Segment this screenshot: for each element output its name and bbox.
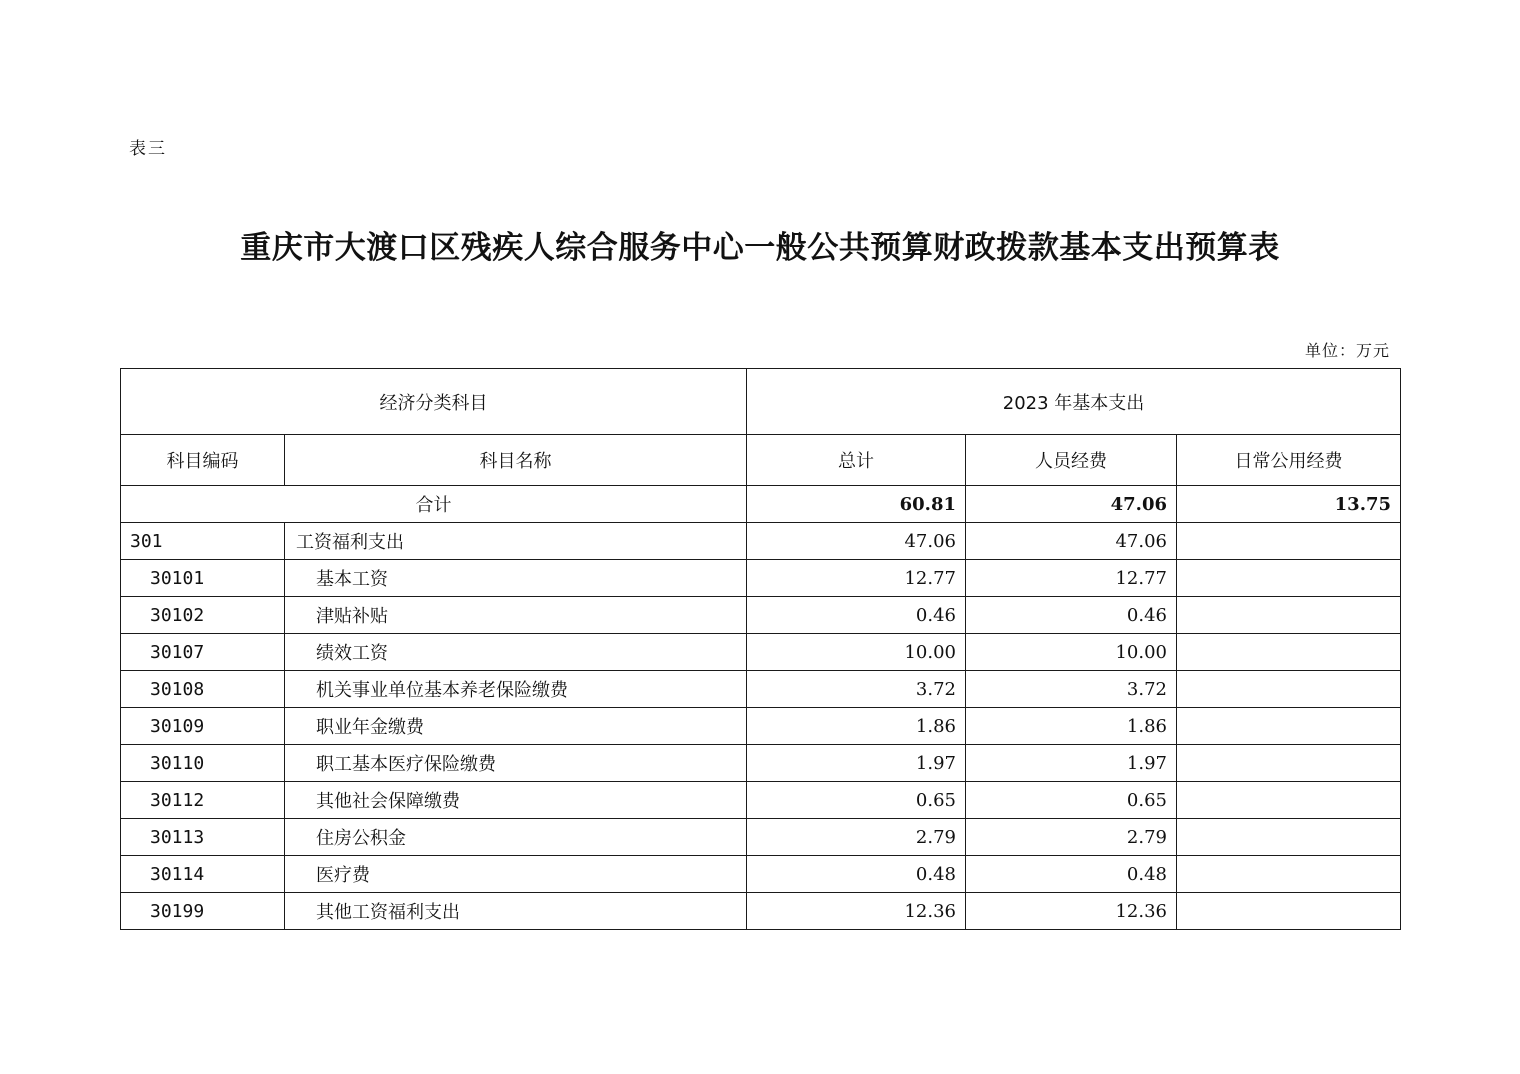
total-sum: 60.81 xyxy=(747,486,966,523)
row-name: 住房公积金 xyxy=(285,819,747,856)
row-code: 30107 xyxy=(121,634,285,671)
table-row xyxy=(121,634,1401,671)
row-name: 其他社会保障缴费 xyxy=(285,782,747,819)
row-code: 30199 xyxy=(121,893,285,930)
table-row xyxy=(121,893,1401,930)
total-row xyxy=(121,486,1401,523)
row-personnel: 0.48 xyxy=(966,856,1177,893)
row-code: 30102 xyxy=(121,597,285,634)
row-public xyxy=(1177,597,1401,634)
row-personnel: 47.06 xyxy=(966,523,1177,560)
row-total: 12.36 xyxy=(747,893,966,930)
row-code: 30113 xyxy=(121,819,285,856)
row-name: 其他工资福利支出 xyxy=(285,893,747,930)
header-code: 科目编码 xyxy=(121,435,285,486)
row-code: 30110 xyxy=(121,745,285,782)
row-public xyxy=(1177,819,1401,856)
header-name: 科目名称 xyxy=(285,435,747,486)
row-total: 12.77 xyxy=(747,560,966,597)
row-total: 0.65 xyxy=(747,782,966,819)
row-total: 1.86 xyxy=(747,708,966,745)
row-public xyxy=(1177,782,1401,819)
unit-label: 单位：万元 xyxy=(1304,341,1390,360)
row-public xyxy=(1177,745,1401,782)
column-header-row xyxy=(121,435,1401,486)
header-personnel: 人员经费 xyxy=(966,435,1177,486)
total-public: 13.75 xyxy=(1177,486,1401,523)
total-personnel: 47.06 xyxy=(966,486,1177,523)
row-total: 47.06 xyxy=(747,523,966,560)
row-total: 10.00 xyxy=(747,634,966,671)
row-total: 0.48 xyxy=(747,856,966,893)
total-label: 合计 xyxy=(121,486,747,523)
table-label: 表三 xyxy=(129,139,167,159)
row-code: 30101 xyxy=(121,560,285,597)
row-code: 301 xyxy=(121,523,285,560)
header-total: 总计 xyxy=(747,435,966,486)
budget-table xyxy=(120,368,1401,930)
row-personnel: 12.77 xyxy=(966,560,1177,597)
row-personnel: 1.97 xyxy=(966,745,1177,782)
row-personnel: 0.46 xyxy=(966,597,1177,634)
row-name: 职工基本医疗保险缴费 xyxy=(285,745,747,782)
row-personnel: 1.86 xyxy=(966,708,1177,745)
row-name: 职业年金缴费 xyxy=(285,708,747,745)
row-personnel: 0.65 xyxy=(966,782,1177,819)
row-name: 绩效工资 xyxy=(285,634,747,671)
table-row xyxy=(121,671,1401,708)
row-total: 0.46 xyxy=(747,597,966,634)
table-row xyxy=(121,523,1401,560)
row-total: 1.97 xyxy=(747,745,966,782)
row-code: 30108 xyxy=(121,671,285,708)
row-name: 津贴补贴 xyxy=(285,597,747,634)
row-code: 30112 xyxy=(121,782,285,819)
row-total: 2.79 xyxy=(747,819,966,856)
row-public xyxy=(1177,560,1401,597)
table-row xyxy=(121,560,1401,597)
row-public xyxy=(1177,708,1401,745)
row-personnel: 3.72 xyxy=(966,671,1177,708)
row-code: 30109 xyxy=(121,708,285,745)
row-name: 机关事业单位基本养老保险缴费 xyxy=(285,671,747,708)
table-row xyxy=(121,708,1401,745)
header-year-basic-expenditure: 2023 年基本支出 xyxy=(747,369,1401,435)
table-row xyxy=(121,745,1401,782)
row-code: 30114 xyxy=(121,856,285,893)
row-public xyxy=(1177,671,1401,708)
table-row xyxy=(121,856,1401,893)
header-public: 日常公用经费 xyxy=(1177,435,1401,486)
table-row xyxy=(121,782,1401,819)
page-title: 重庆市大渡口区残疾人综合服务中心一般公共预算财政拨款基本支出预算表 xyxy=(240,230,1280,266)
row-public xyxy=(1177,634,1401,671)
row-personnel: 2.79 xyxy=(966,819,1177,856)
row-public xyxy=(1177,523,1401,560)
row-public xyxy=(1177,856,1401,893)
row-name: 医疗费 xyxy=(285,856,747,893)
row-name: 基本工资 xyxy=(285,560,747,597)
row-personnel: 12.36 xyxy=(966,893,1177,930)
row-total: 3.72 xyxy=(747,671,966,708)
row-public xyxy=(1177,893,1401,930)
table-row xyxy=(121,819,1401,856)
group-header-row xyxy=(121,369,1401,435)
row-personnel: 10.00 xyxy=(966,634,1177,671)
header-econ-category: 经济分类科目 xyxy=(121,369,747,435)
row-name: 工资福利支出 xyxy=(285,523,747,560)
table-row xyxy=(121,597,1401,634)
